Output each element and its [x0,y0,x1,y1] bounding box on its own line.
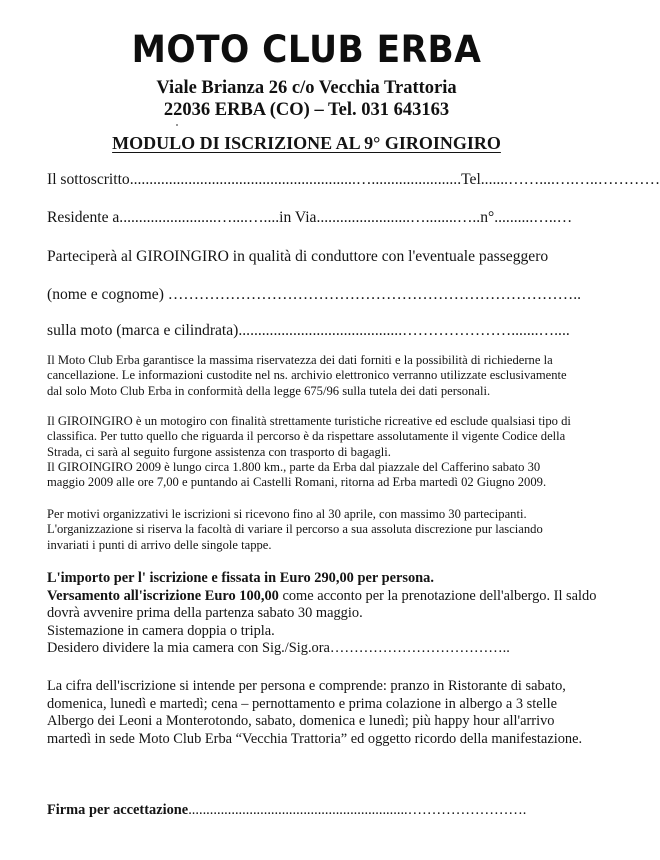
signature-dots: .............................................................……………………. [188,802,527,818]
includes-section [47,678,597,748]
address-line-2: 22036 ERBA (CO) – Tel. 031 643163 [163,100,450,120]
partecipera-statement: Parteciperà al GIROINGIRO in qualità di conduttore con l'eventuale passeggero [47,248,549,265]
fee-amount: L'importo per l' iscrizione e fissata in Euro 290,00 per persona. [47,570,434,586]
privacy-notice [47,353,575,399]
field-moto[interactable]: sulla moto (marca e cilindrata)..........................................………………….......….... [47,322,570,339]
tour-description [47,414,575,490]
form-title: MODULO DI ISCRIZIONE AL 9° GIROINGIRO [112,133,501,153]
organization-notice [47,507,575,553]
signature-line[interactable] [47,802,592,819]
signature-label: Firma per accettazione [47,802,189,818]
form-title-wrapper [0,133,613,154]
organization-text: Per motivi organizzativi le iscrizioni si ricevono fino al 30 aprile, con massimo 30 partecipanti. L'organizzazione si riserva la facoltà di variare il percorso a sua assoluta discrezione pur lasciando invariati i punti di arrivo delle singole tappe. [47,507,543,552]
deposit-paragraph [47,588,597,623]
field-residente-via[interactable]: Residente a.........................…....…....in Via........................…........…..n°..........…..… [47,209,573,226]
club-name: MOTO CLUB ERBA [131,28,482,71]
description-paragraph-1: Il GIROINGIRO è un motogiro con finalità strettamente turistiche ricreative ed esclude qualsiasi tipo di classifica. Per tutto quello che riguarda il percorso è da rispettare assolutamente il vigente Codice della Strada, ci sarà al seguito furgone assistenza con trasporto di bagagli. [47,414,571,459]
privacy-text: Il Moto Club Erba garantisce la massima riservatezza dei dati forniti e la possibilità di richiederne la cancellazione. Le informazioni custodite nel ns. archivio elettronico verranno utilizzate esclusivamente dal solo Moto Club Erba in conformità della legge 675/96 sulla tutela dei dati personali. [47,353,567,398]
deposit-amount: Versamento all'iscrizione Euro 100,00 [47,587,279,604]
field-sottoscritto-tel[interactable]: Il sottoscritto..........................................................….......................Tel.......……....….…..………… [47,171,660,188]
address-line-1: Viale Brianza 26 c/o Vecchia Trattoria [156,78,457,98]
description-paragraph-2: Il GIROINGIRO 2009 è lungo circa 1.800 km., parte da Erba dal piazzale del Cafferino sabato 30 maggio 2009 alle ore 7,00 e puntando ai Castelli Romani, ritorna ad Erba martedì 02 Giugno 2009. [47,459,547,490]
field-nome-cognome[interactable]: (nome e cognome) …………………………………………………………………….. [47,286,582,303]
scan-speck [176,124,178,126]
field-share-room[interactable]: Desidero dividere la mia camera con Sig./Sig.ora……………………………….. [47,640,510,656]
deposit-details: come acconto per la prenotazione dell'albergo. Il saldo dovrà avvenire prima della partenza sabato 30 maggio. [47,587,597,621]
fees-section [47,570,597,658]
room-arrangement: Sistemazione in camera doppia o tripla. [47,622,275,639]
includes-text: La cifra dell'iscrizione si intende per persona e comprende: pranzo in Ristorante di sabato, domenica, lunedì e martedì; cena – pernottamento e prima colazione in albergo a 3 stelle Albergo dei Leoni a Monterotondo, sabato, domenica e lunedì; più happy hour all'arrivo martedì in sede Moto Club Erba “Vecchia Trattoria” ed oggetto ricordo della manifestazione. [47,678,583,747]
